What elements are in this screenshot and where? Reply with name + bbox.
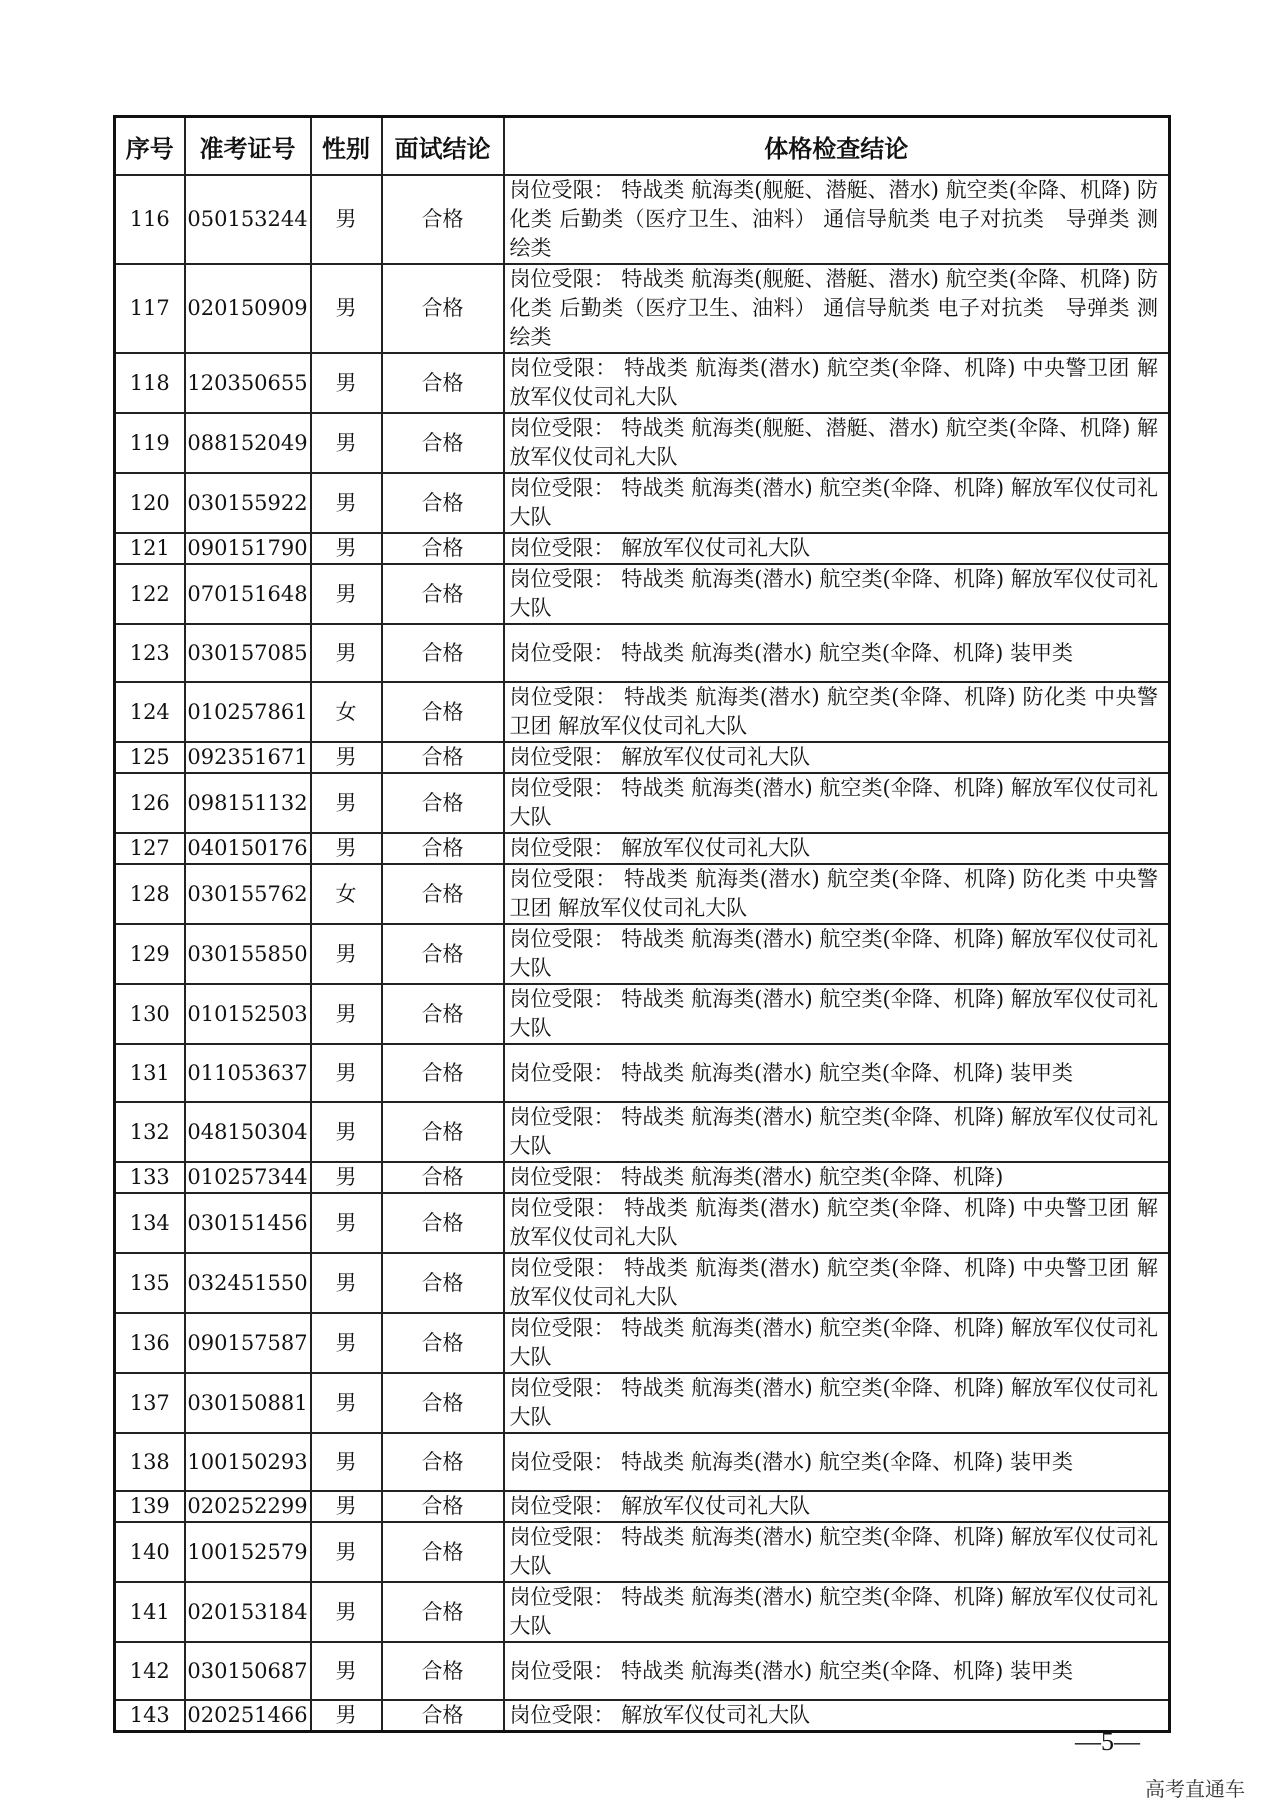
header-gender: 性别 — [311, 117, 382, 176]
cell-physical-conclusion: 岗位受限： 特战类 航海类(潜水) 航空类(伞降、机降) 解放军仪仗司礼大队 — [504, 564, 1170, 624]
cell-index: 122 — [115, 564, 185, 624]
table-row — [115, 864, 1170, 924]
cell-interview: 合格 — [382, 353, 504, 413]
cell-interview: 合格 — [382, 264, 504, 353]
result-table — [113, 115, 1171, 1733]
table-row — [115, 833, 1170, 864]
cell-gender: 男 — [311, 984, 382, 1044]
cell-gender: 女 — [311, 864, 382, 924]
header-physical: 体格检查结论 — [504, 117, 1170, 176]
cell-gender: 男 — [311, 624, 382, 682]
cell-index: 136 — [115, 1313, 185, 1373]
cell-physical-conclusion: 岗位受限： 特战类 航海类(潜水) 航空类(伞降、机降) 解放军仪仗司礼大队 — [504, 984, 1170, 1044]
cell-index: 125 — [115, 742, 185, 773]
cell-index: 142 — [115, 1642, 185, 1700]
cell-index: 139 — [115, 1491, 185, 1522]
cell-gender: 男 — [311, 473, 382, 533]
cell-index: 120 — [115, 473, 185, 533]
cell-index: 141 — [115, 1582, 185, 1642]
cell-index: 133 — [115, 1162, 185, 1193]
cell-exam-no: 050153244 — [185, 175, 311, 264]
cell-interview: 合格 — [382, 924, 504, 984]
cell-index: 130 — [115, 984, 185, 1044]
cell-exam-no: 090157587 — [185, 1313, 311, 1373]
cell-physical-conclusion: 岗位受限： 特战类 航海类(潜水) 航空类(伞降、机降) 装甲类 — [504, 624, 1170, 682]
table-row — [115, 353, 1170, 413]
table-row — [115, 1491, 1170, 1522]
cell-interview: 合格 — [382, 742, 504, 773]
cell-gender: 男 — [311, 1522, 382, 1582]
cell-exam-no: 030157085 — [185, 624, 311, 682]
cell-exam-no: 100152579 — [185, 1522, 311, 1582]
table-row — [115, 533, 1170, 564]
cell-index: 131 — [115, 1044, 185, 1102]
table-body — [115, 175, 1170, 1732]
cell-physical-conclusion: 岗位受限： 特战类 航海类(潜水) 航空类(伞降、机降) 解放军仪仗司礼大队 — [504, 1102, 1170, 1162]
table-row — [115, 1433, 1170, 1491]
cell-gender: 男 — [311, 1642, 382, 1700]
cell-interview: 合格 — [382, 1162, 504, 1193]
cell-exam-no: 098151132 — [185, 773, 311, 833]
cell-index: 126 — [115, 773, 185, 833]
table-row — [115, 924, 1170, 984]
page-number: —5— — [1075, 1727, 1140, 1756]
cell-exam-no: 011053637 — [185, 1044, 311, 1102]
table-row — [115, 1522, 1170, 1582]
header-interview: 面试结论 — [382, 117, 504, 176]
cell-gender: 女 — [311, 682, 382, 742]
cell-gender: 男 — [311, 924, 382, 984]
cell-exam-no: 070151648 — [185, 564, 311, 624]
cell-interview: 合格 — [382, 1253, 504, 1313]
cell-physical-conclusion: 岗位受限： 特战类 航海类(潜水) 航空类(伞降、机降) 防化类 中央警卫团 解放军仪仗司礼大队 — [504, 682, 1170, 742]
cell-gender: 男 — [311, 1102, 382, 1162]
cell-gender: 男 — [311, 1193, 382, 1253]
cell-exam-no: 010257344 — [185, 1162, 311, 1193]
cell-interview: 合格 — [382, 1642, 504, 1700]
cell-gender: 男 — [311, 1313, 382, 1373]
cell-gender: 男 — [311, 1373, 382, 1433]
cell-index: 124 — [115, 682, 185, 742]
cell-exam-no: 040150176 — [185, 833, 311, 864]
cell-index: 137 — [115, 1373, 185, 1433]
cell-index: 127 — [115, 833, 185, 864]
cell-interview: 合格 — [382, 1193, 504, 1253]
cell-physical-conclusion: 岗位受限： 特战类 航海类(潜水) 航空类(伞降、机降) 装甲类 — [504, 1642, 1170, 1700]
cell-gender: 男 — [311, 353, 382, 413]
cell-exam-no: 020153184 — [185, 1582, 311, 1642]
cell-interview: 合格 — [382, 1582, 504, 1642]
header-index: 序号 — [115, 117, 185, 176]
cell-interview: 合格 — [382, 984, 504, 1044]
cell-gender: 男 — [311, 1582, 382, 1642]
cell-physical-conclusion: 岗位受限： 特战类 航海类(潜水) 航空类(伞降、机降) 解放军仪仗司礼大队 — [504, 1582, 1170, 1642]
table-row — [115, 1193, 1170, 1253]
cell-exam-no: 030150881 — [185, 1373, 311, 1433]
table-row — [115, 564, 1170, 624]
table-row — [115, 984, 1170, 1044]
table-row — [115, 264, 1170, 353]
cell-exam-no: 100150293 — [185, 1433, 311, 1491]
cell-exam-no: 030155762 — [185, 864, 311, 924]
cell-physical-conclusion: 岗位受限： 特战类 航海类(潜水) 航空类(伞降、机降) 中央警卫团 解放军仪仗司礼大队 — [504, 1253, 1170, 1313]
table-row — [115, 742, 1170, 773]
cell-exam-no: 048150304 — [185, 1102, 311, 1162]
cell-gender: 男 — [311, 1044, 382, 1102]
cell-interview: 合格 — [382, 833, 504, 864]
cell-index: 132 — [115, 1102, 185, 1162]
cell-physical-conclusion: 岗位受限： 特战类 航海类(潜水) 航空类(伞降、机降) 装甲类 — [504, 1433, 1170, 1491]
cell-interview: 合格 — [382, 564, 504, 624]
table-row — [115, 473, 1170, 533]
cell-interview: 合格 — [382, 1433, 504, 1491]
cell-gender: 男 — [311, 1162, 382, 1193]
cell-interview: 合格 — [382, 1522, 504, 1582]
cell-physical-conclusion: 岗位受限： 特战类 航海类(舰艇、潜艇、潜水) 航空类(伞降、机降) 防化类 后勤类（医疗卫生、油料） 通信导航类 电子对抗类 导弹类 测绘类 — [504, 175, 1170, 264]
cell-gender: 男 — [311, 1433, 382, 1491]
cell-interview: 合格 — [382, 1491, 504, 1522]
cell-index: 143 — [115, 1700, 185, 1732]
table-row — [115, 1162, 1170, 1193]
cell-interview: 合格 — [382, 533, 504, 564]
cell-physical-conclusion: 岗位受限： 解放军仪仗司礼大队 — [504, 1491, 1170, 1522]
table-row — [115, 175, 1170, 264]
table-row — [115, 1700, 1170, 1732]
cell-physical-conclusion: 岗位受限： 特战类 航海类(潜水) 航空类(伞降、机降) 解放军仪仗司礼大队 — [504, 473, 1170, 533]
cell-physical-conclusion: 岗位受限： 解放军仪仗司礼大队 — [504, 1700, 1170, 1732]
cell-gender: 男 — [311, 564, 382, 624]
cell-physical-conclusion: 岗位受限： 特战类 航海类(潜水) 航空类(伞降、机降) 中央警卫团 解放军仪仗司礼大队 — [504, 353, 1170, 413]
cell-exam-no: 010257861 — [185, 682, 311, 742]
cell-gender: 男 — [311, 413, 382, 473]
cell-interview: 合格 — [382, 1373, 504, 1433]
cell-interview: 合格 — [382, 1313, 504, 1373]
cell-exam-no: 090151790 — [185, 533, 311, 564]
cell-index: 134 — [115, 1193, 185, 1253]
cell-gender: 男 — [311, 175, 382, 264]
cell-gender: 男 — [311, 1700, 382, 1732]
cell-index: 119 — [115, 413, 185, 473]
table-row — [115, 1253, 1170, 1313]
cell-exam-no: 032451550 — [185, 1253, 311, 1313]
cell-gender: 男 — [311, 264, 382, 353]
cell-interview: 合格 — [382, 1102, 504, 1162]
cell-physical-conclusion: 岗位受限： 特战类 航海类(潜水) 航空类(伞降、机降) 解放军仪仗司礼大队 — [504, 1373, 1170, 1433]
cell-gender: 男 — [311, 1253, 382, 1313]
cell-gender: 男 — [311, 742, 382, 773]
cell-index: 135 — [115, 1253, 185, 1313]
cell-interview: 合格 — [382, 624, 504, 682]
table-row — [115, 1582, 1170, 1642]
cell-exam-no: 010152503 — [185, 984, 311, 1044]
cell-physical-conclusion: 岗位受限： 解放军仪仗司礼大队 — [504, 533, 1170, 564]
cell-index: 118 — [115, 353, 185, 413]
cell-interview: 合格 — [382, 773, 504, 833]
cell-interview: 合格 — [382, 682, 504, 742]
cell-exam-no: 020252299 — [185, 1491, 311, 1522]
cell-interview: 合格 — [382, 175, 504, 264]
cell-physical-conclusion: 岗位受限： 特战类 航海类(舰艇、潜艇、潜水) 航空类(伞降、机降) 防化类 后勤类（医疗卫生、油料） 通信导航类 电子对抗类 导弹类 测绘类 — [504, 264, 1170, 353]
cell-interview: 合格 — [382, 413, 504, 473]
cell-physical-conclusion: 岗位受限： 特战类 航海类(潜水) 航空类(伞降、机降) 解放军仪仗司礼大队 — [504, 1313, 1170, 1373]
cell-physical-conclusion: 岗位受限： 解放军仪仗司礼大队 — [504, 742, 1170, 773]
cell-index: 123 — [115, 624, 185, 682]
cell-index: 129 — [115, 924, 185, 984]
watermark: 高考直通车 — [1145, 1777, 1245, 1801]
cell-index: 128 — [115, 864, 185, 924]
table-row — [115, 624, 1170, 682]
table-row — [115, 1313, 1170, 1373]
cell-exam-no: 030155922 — [185, 473, 311, 533]
cell-physical-conclusion: 岗位受限： 特战类 航海类(潜水) 航空类(伞降、机降) 装甲类 — [504, 1044, 1170, 1102]
cell-exam-no: 088152049 — [185, 413, 311, 473]
cell-physical-conclusion: 岗位受限： 特战类 航海类(潜水) 航空类(伞降、机降) 解放军仪仗司礼大队 — [504, 1522, 1170, 1582]
cell-index: 140 — [115, 1522, 185, 1582]
cell-exam-no: 092351671 — [185, 742, 311, 773]
cell-gender: 男 — [311, 533, 382, 564]
cell-exam-no: 020251466 — [185, 1700, 311, 1732]
cell-physical-conclusion: 岗位受限： 特战类 航海类(舰艇、潜艇、潜水) 航空类(伞降、机降) 解放军仪仗司礼大队 — [504, 413, 1170, 473]
table-row — [115, 1044, 1170, 1102]
cell-index: 121 — [115, 533, 185, 564]
table-row — [115, 773, 1170, 833]
cell-gender: 男 — [311, 1491, 382, 1522]
cell-physical-conclusion: 岗位受限： 特战类 航海类(潜水) 航空类(伞降、机降) 解放军仪仗司礼大队 — [504, 773, 1170, 833]
cell-index: 116 — [115, 175, 185, 264]
cell-exam-no: 030155850 — [185, 924, 311, 984]
table-header-row — [115, 117, 1170, 176]
cell-interview: 合格 — [382, 1700, 504, 1732]
table-row — [115, 1373, 1170, 1433]
cell-physical-conclusion: 岗位受限： 特战类 航海类(潜水) 航空类(伞降、机降) 解放军仪仗司礼大队 — [504, 924, 1170, 984]
table-row — [115, 682, 1170, 742]
cell-exam-no: 120350655 — [185, 353, 311, 413]
table-row — [115, 413, 1170, 473]
cell-index: 138 — [115, 1433, 185, 1491]
cell-index: 117 — [115, 264, 185, 353]
cell-physical-conclusion: 岗位受限： 特战类 航海类(潜水) 航空类(伞降、机降) 中央警卫团 解放军仪仗司礼大队 — [504, 1193, 1170, 1253]
cell-exam-no: 030151456 — [185, 1193, 311, 1253]
cell-gender: 男 — [311, 773, 382, 833]
cell-interview: 合格 — [382, 1044, 504, 1102]
cell-gender: 男 — [311, 833, 382, 864]
cell-exam-no: 030150687 — [185, 1642, 311, 1700]
cell-physical-conclusion: 岗位受限： 特战类 航海类(潜水) 航空类(伞降、机降) 防化类 中央警卫团 解放军仪仗司礼大队 — [504, 864, 1170, 924]
header-exam-no: 准考证号 — [185, 117, 311, 176]
cell-physical-conclusion: 岗位受限： 特战类 航海类(潜水) 航空类(伞降、机降) — [504, 1162, 1170, 1193]
cell-physical-conclusion: 岗位受限： 解放军仪仗司礼大队 — [504, 833, 1170, 864]
cell-interview: 合格 — [382, 473, 504, 533]
cell-exam-no: 020150909 — [185, 264, 311, 353]
cell-interview: 合格 — [382, 864, 504, 924]
table-row — [115, 1102, 1170, 1162]
table-row — [115, 1642, 1170, 1700]
